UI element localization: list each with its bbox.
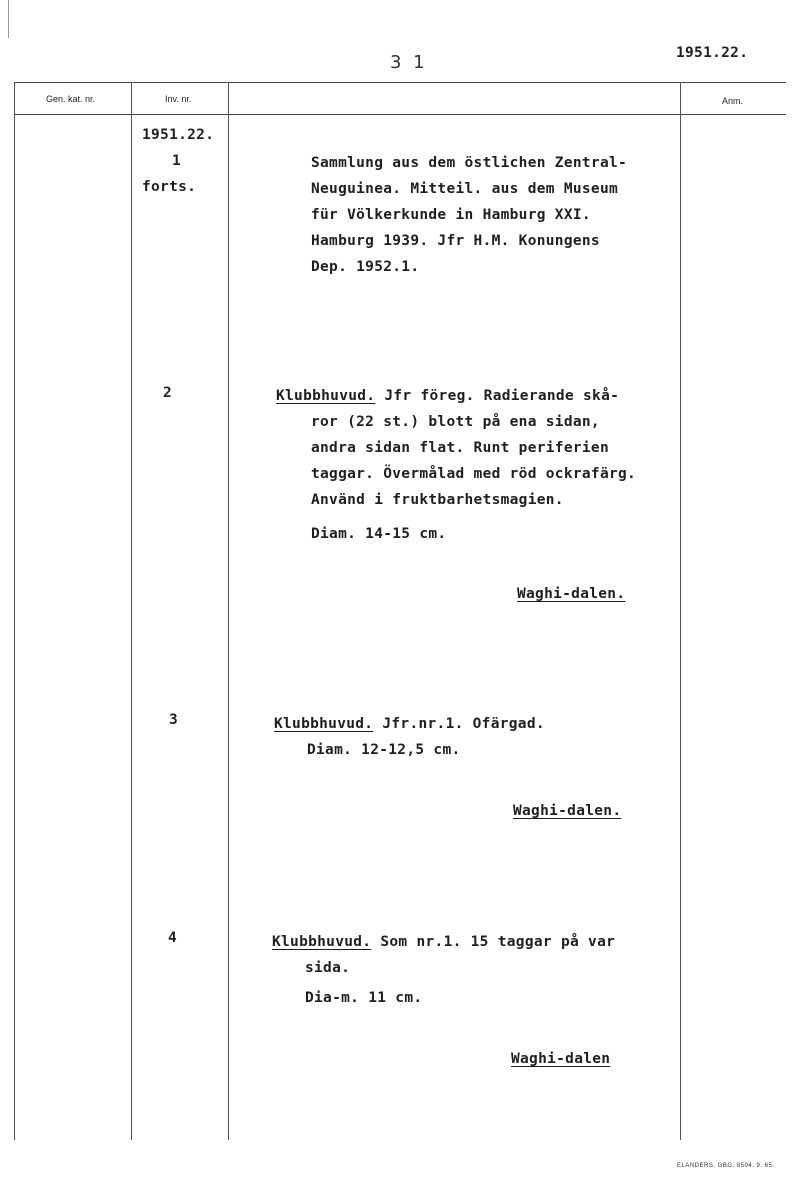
header-gen-kat-nr: Gen. kat. nr. xyxy=(46,94,96,104)
col-divider-gen xyxy=(131,82,132,1140)
entry-2-text-line: andra sidan flat. Runt periferien xyxy=(311,440,609,456)
entry-4-first-line-rest: Som nr.1. 15 taggar på var xyxy=(371,934,616,950)
entry-3-heading: Klubbhuvud. xyxy=(274,716,374,732)
entry-2-first-line xyxy=(276,383,619,410)
entry-4-inv: 4 xyxy=(168,930,178,946)
entry-2-text-line: Använd i fruktbarhetsmagien. xyxy=(311,492,564,508)
header-anm: Anm. xyxy=(722,96,744,106)
entry-3-diam: Diam. 12-12,5 cm. xyxy=(307,742,461,758)
entry-2-heading: Klubbhuvud. xyxy=(276,388,376,404)
left-margin-line xyxy=(14,82,15,1140)
entry-4-diam: Dia-m. 11 cm. xyxy=(305,990,423,1006)
page-number: 3 1 xyxy=(390,52,428,73)
entry-1-text-line: Sammlung aus dem östlichen Zentral- xyxy=(311,155,628,171)
entry-2-first-line-rest: Jfr föreg. Radierande skå- xyxy=(375,388,620,404)
entry-4-text-line: sida. xyxy=(305,960,351,976)
entry-1-inv-line: 1951.22. xyxy=(142,127,215,143)
entry-3-first-line xyxy=(274,711,545,738)
printer-imprint: ELANDERS. GBG. 8504. 9. 65. xyxy=(677,1163,775,1169)
entry-1-inv-line: forts. xyxy=(142,179,197,195)
top-accession-number: 1951.22. xyxy=(676,45,749,61)
entry-4-first-line xyxy=(272,929,615,956)
entry-3-first-line-rest: Jfr.nr.1. Ofärgad. xyxy=(373,716,545,732)
entry-4-heading: Klubbhuvud. xyxy=(272,934,372,950)
entry-1-inv-line: 1 xyxy=(172,153,182,169)
entry-2-place: Waghi-dalen. xyxy=(517,586,626,602)
header-bottom-rule xyxy=(14,114,786,115)
col-divider-inv xyxy=(228,82,229,1140)
col-divider-anm xyxy=(680,82,681,1140)
entry-3-place: Waghi-dalen. xyxy=(513,803,622,819)
scan-edge-mark xyxy=(8,0,9,38)
entry-1-text-line: Neuguinea. Mitteil. aus dem Museum xyxy=(311,181,619,197)
entry-1-text-line: Dep. 1952.1. xyxy=(311,259,420,275)
entry-2-text-line: taggar. Övermålad med röd ockrafärg. xyxy=(311,466,637,482)
entry-2-text-line: ror (22 st.) blott på ena sidan, xyxy=(311,414,600,430)
entry-2-inv: 2 xyxy=(163,385,173,401)
entry-4-place: Waghi-dalen xyxy=(511,1051,611,1067)
entry-3-inv: 3 xyxy=(169,712,179,728)
entry-1-text-line: für Völkerkunde in Hamburg XXI. xyxy=(311,207,591,223)
header-top-rule xyxy=(14,82,786,83)
entry-1-text-line: Hamburg 1939. Jfr H.M. Konungens xyxy=(311,233,600,249)
header-inv-nr: Inv. nr. xyxy=(165,94,192,104)
entry-2-diam: Diam. 14-15 cm. xyxy=(311,526,447,542)
